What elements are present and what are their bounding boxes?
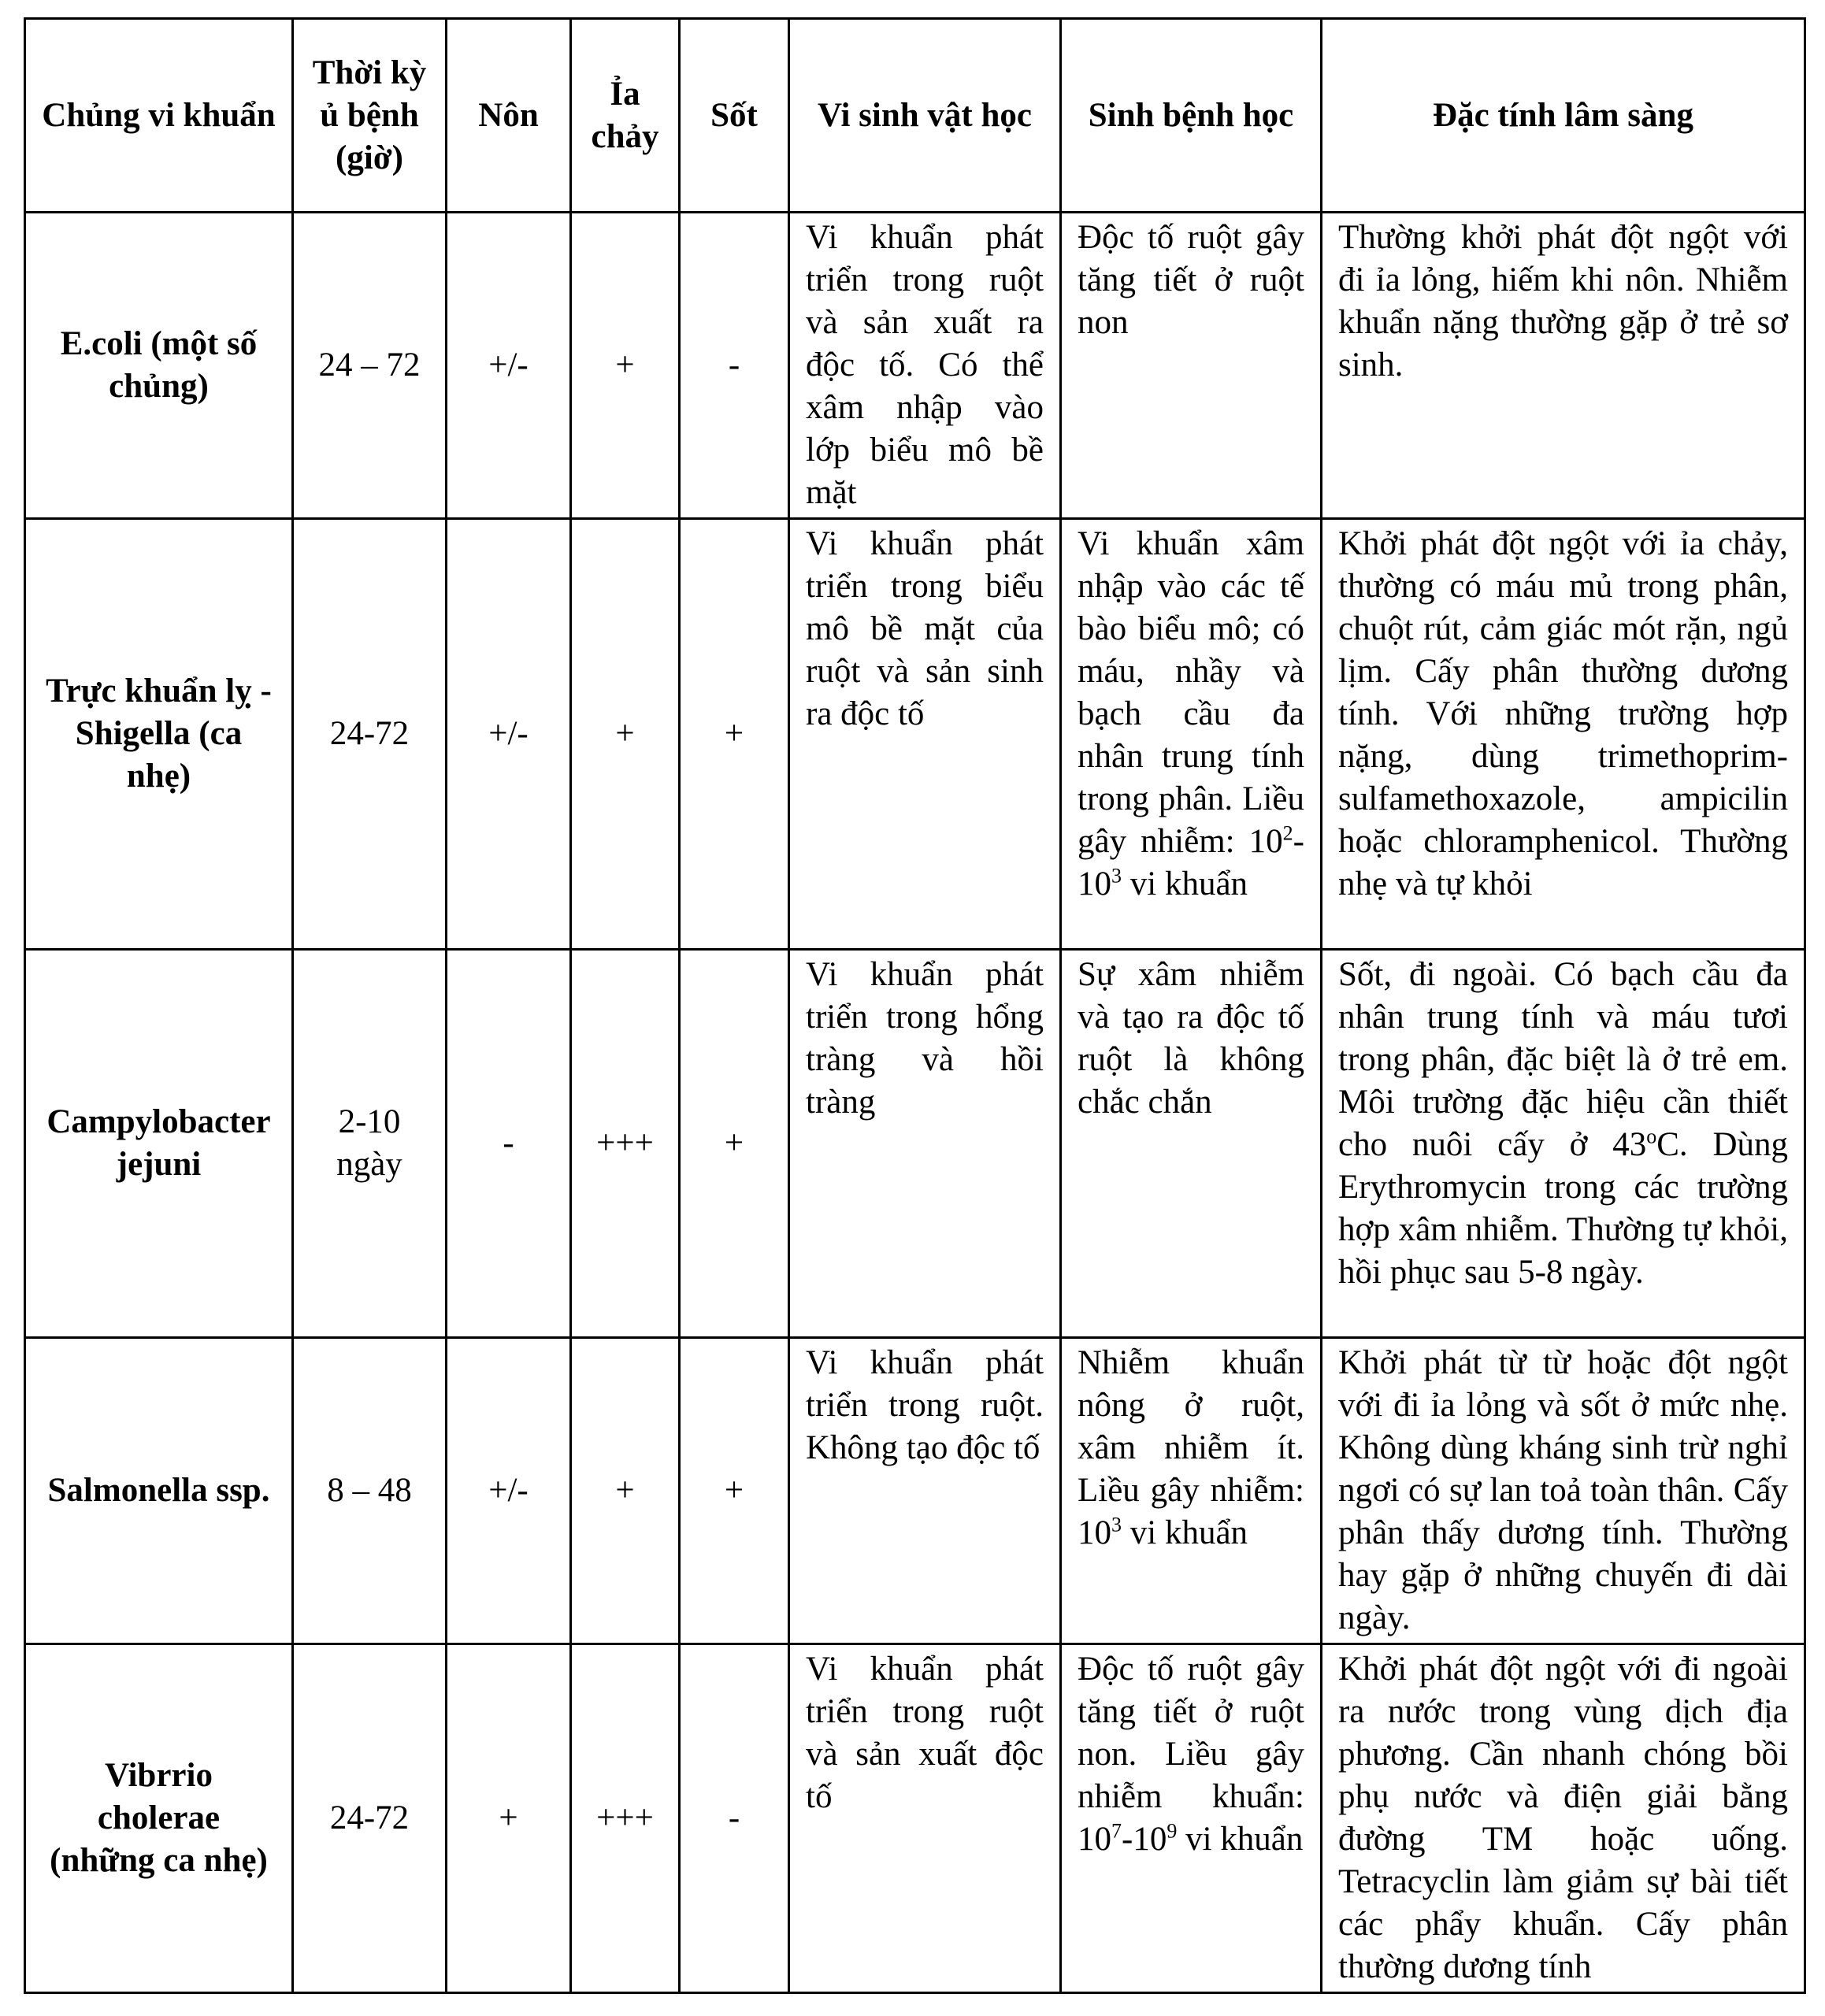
degree-mark: o <box>1646 1125 1657 1148</box>
dose-exponent: 2 <box>1282 821 1293 845</box>
header-diarrhea: Ỉa chảy <box>571 19 680 213</box>
dose-exponent: 3 <box>1111 1513 1122 1536</box>
header-vomit: Nôn <box>447 19 571 213</box>
cell-incubation: 2-10 ngày <box>293 950 447 1338</box>
cell-pathogenesis: Độc tố ruột gây tăng tiết ở ruột non <box>1061 213 1322 519</box>
cell-pathogenesis <box>1061 519 1322 950</box>
cell-microbiology: Vi khuẩn phát triển trong biểu mô bề mặt của ruột và sản sinh ra độc tố <box>789 519 1061 950</box>
cell-pathogenesis: Sự xâm nhiễm và tạo ra độc tố ruột là không chắc chắn <box>1061 950 1322 1338</box>
clinical-text: C. Dùng Erythromycin trong các trường hợp xâm nhiễm. Thường tự khỏi, hồi phục sau 5-8 ngày. <box>1338 1126 1788 1291</box>
cell-clinical <box>1322 950 1805 1338</box>
cell-incubation: 24-72 <box>293 519 447 950</box>
cell-incubation: 8 – 48 <box>293 1338 447 1644</box>
cell-vomit: +/- <box>447 213 571 519</box>
cell-clinical: Khởi phát đột ngột với ỉa chảy, thường có máu mủ trong phân, chuột rút, cảm giác mót rặn, ngủ lịm. Cấy phân thường dương tính. Với những trường hợp nặng, dùng trimethoprim-sulfamethoxazole, ampicilin hoặc chloramphenicol. Thường nhẹ và tự khỏi <box>1322 519 1805 950</box>
table-row <box>25 950 1805 1338</box>
cell-microbiology: Vi khuẩn phát triển trong hổng tràng và hồi tràng <box>789 950 1061 1338</box>
cell-vomit: +/- <box>447 519 571 950</box>
header-row <box>25 19 1805 213</box>
table-row <box>25 213 1805 519</box>
cell-clinical: Khởi phát đột ngột với đi ngoài ra nước trong vùng dịch địa phương. Cần nhanh chóng bồi phụ nước và điện giải bằng đường TM hoặc uống. Tetracyclin làm giảm sự bài tiết các phẩy khuẩn. Cấy phân thường dương tính <box>1322 1644 1805 1993</box>
cell-strain: Vibrrio cholerae (những ca nhẹ) <box>25 1644 293 1993</box>
pathogenesis-text: vi khuẩn <box>1122 865 1248 902</box>
dose-exponent: 9 <box>1167 1819 1178 1843</box>
cell-diarrhea: + <box>571 1338 680 1644</box>
cell-diarrhea: +++ <box>571 950 680 1338</box>
header-pathogenesis: Sinh bệnh học <box>1061 19 1322 213</box>
header-clinical: Đặc tính lâm sàng <box>1322 19 1805 213</box>
cell-microbiology: Vi khuẩn phát triển trong ruột. Không tạo độc tố <box>789 1338 1061 1644</box>
cell-vomit: - <box>447 950 571 1338</box>
cell-diarrhea: + <box>571 519 680 950</box>
cell-incubation: 24 – 72 <box>293 213 447 519</box>
cell-fever: + <box>680 950 789 1338</box>
header-fever: Sốt <box>680 19 789 213</box>
cell-vomit: + <box>447 1644 571 1993</box>
dose-exponent: 3 <box>1111 864 1122 888</box>
pathogenesis-text: -10 <box>1122 1821 1167 1858</box>
cell-strain: Campylobacter jejuni <box>25 950 293 1338</box>
header-strain: Chủng vi khuẩn <box>25 19 293 213</box>
cell-fever: + <box>680 519 789 950</box>
cell-fever: + <box>680 1338 789 1644</box>
cell-fever: - <box>680 1644 789 1993</box>
header-microbiology: Vi sinh vật học <box>789 19 1061 213</box>
cell-incubation: 24-72 <box>293 1644 447 1993</box>
cell-clinical: Khởi phát từ từ hoặc đột ngột với đi ỉa lỏng và sốt ở mức nhẹ. Không dùng kháng sinh trừ nghỉ ngơi có sự lan toả toàn thân. Cấy phân thấy dương tính. Thường hay gặp ở những chuyến đi dài ngày. <box>1322 1338 1805 1644</box>
cell-microbiology: Vi khuẩn phát triển trong ruột và sản xuất ra độc tố. Có thể xâm nhập vào lớp biểu mô bề mặt <box>789 213 1061 519</box>
cell-vomit: +/- <box>447 1338 571 1644</box>
pathogenesis-text: -10 <box>1078 823 1304 902</box>
table-row <box>25 1644 1805 1993</box>
cell-strain: Trực khuẩn lỵ - Shigella (ca nhẹ) <box>25 519 293 950</box>
cell-clinical: Thường khởi phát đột ngột với đi ỉa lỏng, hiếm khi nôn. Nhiễm khuẩn nặng thường gặp ở trẻ sơ sinh. <box>1322 213 1805 519</box>
table-row <box>25 1338 1805 1644</box>
bacteria-comparison-table <box>24 17 1806 1994</box>
header-incubation: Thời kỳ ủ bệnh (giờ) <box>293 19 447 213</box>
cell-diarrhea: +++ <box>571 1644 680 1993</box>
table-row <box>25 519 1805 950</box>
cell-pathogenesis <box>1061 1644 1322 1993</box>
cell-fever: - <box>680 213 789 519</box>
pathogenesis-text: vi khuẩn <box>1177 1821 1304 1858</box>
cell-strain: E.coli (một số chủng) <box>25 213 293 519</box>
dose-exponent: 7 <box>1111 1819 1122 1843</box>
cell-microbiology: Vi khuẩn phát triển trong ruột và sản xuất độc tố <box>789 1644 1061 1993</box>
clinical-text: Sốt, đi ngoài. Có bạch cầu đa nhân trung tính và máu tươi trong phân, đặc biệt là ở trẻ em. Môi trường đặc hiệu cần thiết cho nuôi cấy ở 43 <box>1338 956 1788 1163</box>
pathogenesis-text: Nhiễm khuẩn nông ở ruột, xâm nhiễm ít. Liều gây nhiễm: 10 <box>1078 1344 1304 1551</box>
cell-strain: Salmonella ssp. <box>25 1338 293 1644</box>
pathogenesis-text: vi khuẩn <box>1122 1514 1248 1551</box>
cell-pathogenesis <box>1061 1338 1322 1644</box>
cell-diarrhea: + <box>571 213 680 519</box>
pathogenesis-text: Vi khuẩn xâm nhập vào các tế bào biểu mô; có máu, nhầy và bạch cầu đa nhân trung tính trong phân. Liều gây nhiễm: 10 <box>1078 525 1304 860</box>
pathogenesis-text: Độc tố ruột gây tăng tiết ở ruột non. Liều gây nhiễm khuẩn: 10 <box>1078 1651 1304 1858</box>
